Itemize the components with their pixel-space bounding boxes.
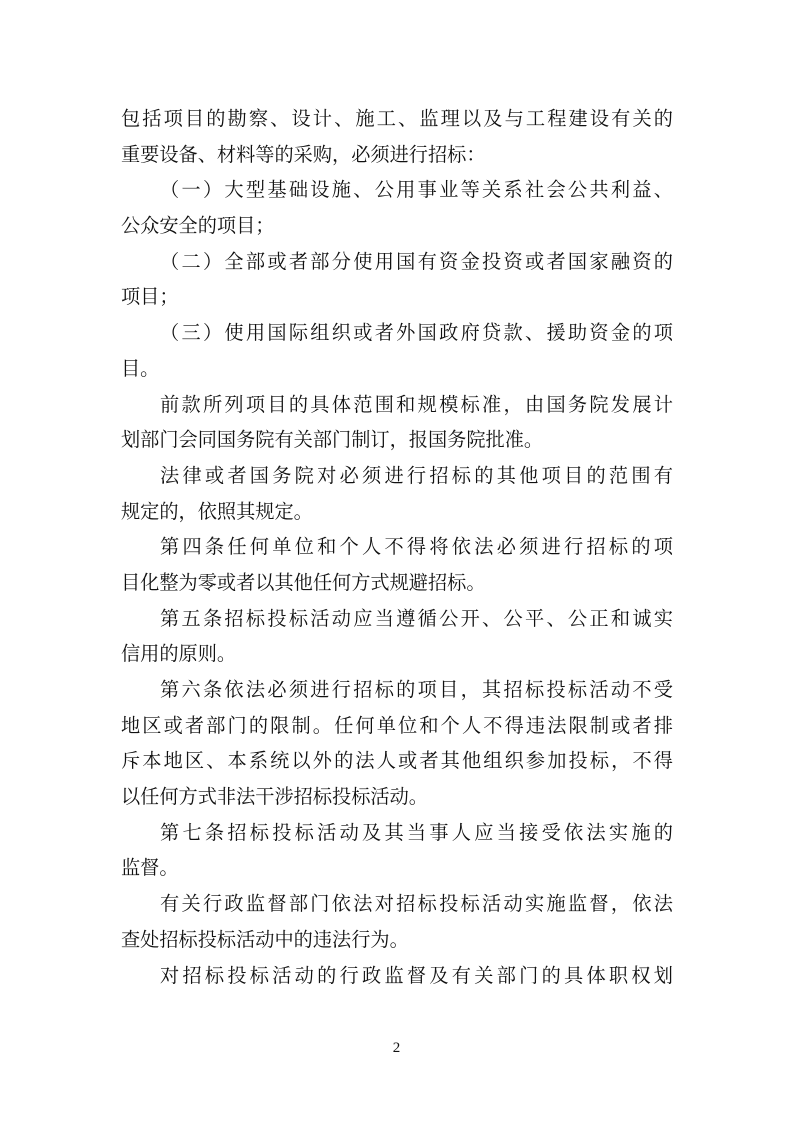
text-line: （二）全部或者部分使用国有资金投资或者国家融资的 (160, 249, 673, 273)
text-line: 有关行政监督部门依法对招标投标活动实施监督，依法 (160, 892, 673, 916)
text-line: 对招标投标活动的行政监督及有关部门的具体职权划 (160, 963, 673, 987)
text-line: 查处招标投标活动中的违法行为。 (121, 927, 409, 951)
text-line: 第四条任何单位和个人不得将依法必须进行招标的项 (160, 535, 673, 559)
text-line: 第六条依法必须进行招标的项目，其招标投标活动不受 (160, 678, 673, 701)
text-line: 地区或者部门的限制。任何单位和个人不得违法限制或者排 (121, 713, 673, 737)
text-line: 前款所列项目的具体范围和规模标准，由国务院发展计 (160, 392, 673, 416)
text-line: 目。 (121, 356, 160, 380)
text-line: 第七条招标投标活动及其当事人应当接受依法实施的 (160, 820, 673, 844)
text-line: 公众安全的项目； (121, 214, 275, 238)
text-line: 信用的原则。 (121, 642, 237, 666)
text-line: 法律或者国务院对必须进行招标的其他项目的范围有 (160, 463, 673, 487)
text-line: （三）使用国际组织或者外国政府贷款、援助资金的项 (160, 321, 673, 345)
text-line: 重要设备、材料等的采购，必须进行招标： (121, 142, 486, 166)
text-line: 包括项目的勘察、设计、施工、监理以及与工程建设有关的 (121, 107, 673, 130)
page-number: 2 (392, 1040, 401, 1056)
body-text (121, 101, 673, 993)
text-line: 第五条招标投标活动应当遵循公开、公平、公正和诚实 (160, 606, 673, 630)
text-line: 项目； (121, 285, 179, 309)
text-line: 监督。 (121, 856, 179, 880)
text-line: 斥本地区、本系统以外的法人或者其他组织参加投标，不得 (121, 749, 673, 773)
text-line: 以任何方式非法干涉招标投标活动。 (121, 785, 428, 809)
text-line: 划部门会同国务院有关部门制订，报国务院批准。 (121, 428, 544, 452)
text-line: （一）大型基础设施、公用事业等关系社会公共利益、 (160, 178, 673, 202)
text-line: 目化整为零或者以其他任何方式规避招标。 (121, 570, 486, 594)
text-line: 规定的，依照其规定。 (121, 499, 313, 523)
